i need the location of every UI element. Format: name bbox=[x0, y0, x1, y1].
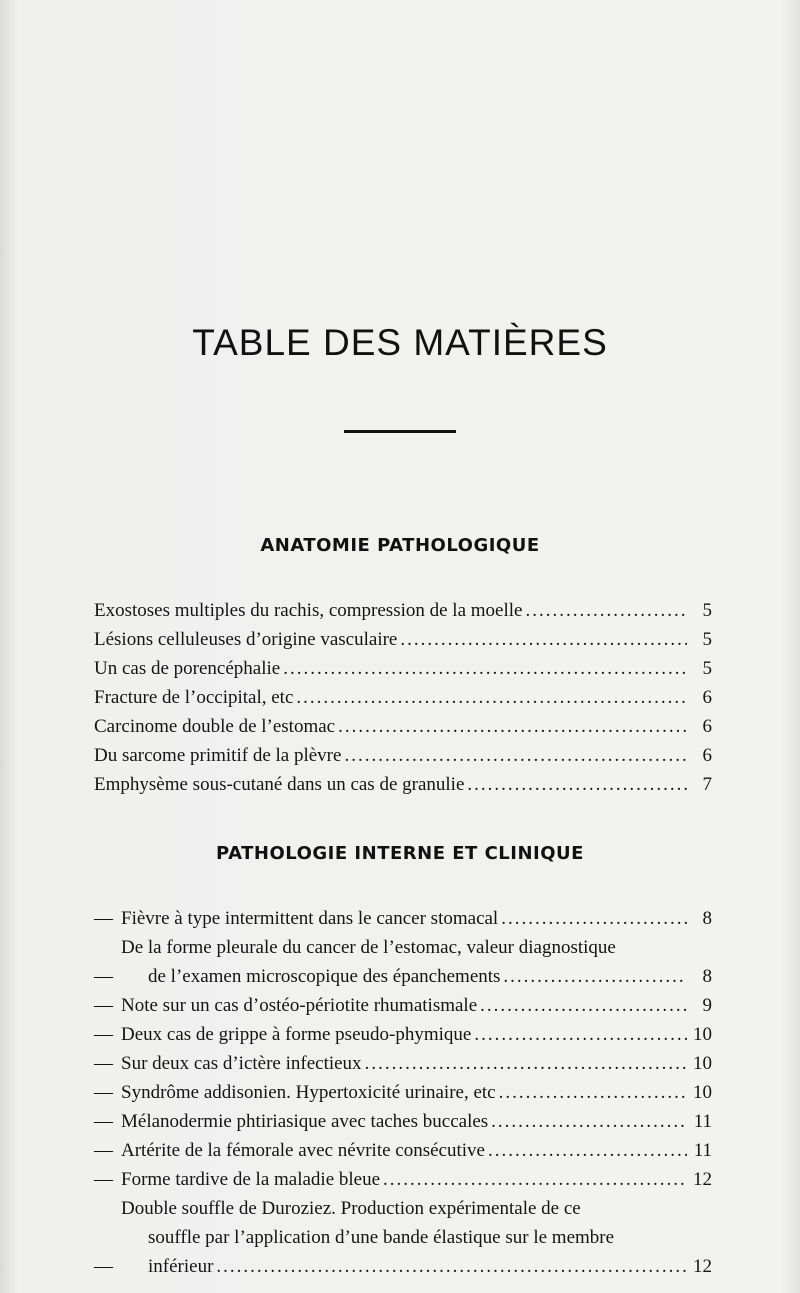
entry-title: Double souffle de Duroziez. Production expérimentale de ce bbox=[121, 1198, 581, 1219]
dot-leader bbox=[216, 1252, 687, 1281]
entry-title: souffle par l’application d’une bande élastique sur le membre bbox=[148, 1227, 615, 1248]
dot-leader bbox=[501, 904, 687, 933]
dot-leader bbox=[480, 991, 687, 1020]
entry-page-number: 11 bbox=[693, 1140, 712, 1161]
page-title: TABLE DES MATIÈRES bbox=[192, 322, 608, 363]
entry-title: Exostoses multiples du rachis, compression de la moelle bbox=[94, 600, 523, 621]
toc-entry bbox=[94, 654, 712, 683]
toc-entry bbox=[94, 991, 712, 1020]
title-rule bbox=[344, 430, 456, 433]
entry-title: de l’examen microscopique des épanchements bbox=[148, 966, 501, 987]
entry-page-number: 10 bbox=[693, 1053, 712, 1074]
dot-leader bbox=[488, 1136, 687, 1165]
toc-list-anatomie bbox=[94, 596, 712, 799]
dot-leader bbox=[474, 1020, 687, 1049]
dot-leader bbox=[525, 596, 687, 625]
dot-leader bbox=[491, 1107, 687, 1136]
entry-page-number: 5 bbox=[702, 600, 712, 621]
toc-entry bbox=[94, 904, 712, 933]
toc-entry bbox=[94, 1049, 712, 1078]
dot-leader bbox=[400, 625, 687, 654]
entry-title: Carcinome double de l’estomac bbox=[94, 716, 336, 737]
entry-title: Sur deux cas d’ictère infectieux bbox=[121, 1053, 362, 1074]
dot-leader bbox=[338, 712, 687, 741]
entry-page-number: 8 bbox=[702, 966, 712, 987]
toc-entry bbox=[94, 596, 712, 625]
entry-page-number: 5 bbox=[702, 629, 712, 650]
toc-entry bbox=[94, 1020, 712, 1049]
entry-title: Lésions celluleuses d’origine vasculaire bbox=[94, 629, 398, 650]
entry-title: Fracture de l’occipital, etc bbox=[94, 687, 294, 708]
entry-dash: — bbox=[94, 1053, 113, 1074]
entry-page-number: 10 bbox=[693, 1082, 712, 1103]
toc-entry bbox=[94, 1078, 712, 1107]
dot-leader bbox=[296, 683, 687, 712]
dot-leader bbox=[383, 1165, 687, 1194]
toc-entry bbox=[94, 741, 712, 770]
entry-page-number: 7 bbox=[702, 774, 712, 795]
entry-dash: — bbox=[94, 1140, 113, 1161]
entry-title: inférieur bbox=[148, 1256, 214, 1277]
entry-title: Du sarcome primitif de la plèvre bbox=[94, 745, 342, 766]
entry-title: De la forme pleurale du cancer de l’estomac, valeur diagnostique bbox=[121, 937, 616, 958]
toc-entry bbox=[94, 1194, 712, 1281]
toc-entry bbox=[94, 625, 712, 654]
entry-page-number: 11 bbox=[693, 1111, 712, 1132]
toc-entry bbox=[94, 712, 712, 741]
toc-entry bbox=[94, 933, 712, 991]
entry-dash: — bbox=[94, 1082, 113, 1103]
entry-page-number: 6 bbox=[702, 716, 712, 737]
dot-leader bbox=[503, 962, 687, 991]
toc-entry bbox=[94, 770, 712, 799]
entry-title: Deux cas de grippe à forme pseudo-phymique bbox=[121, 1024, 472, 1045]
dot-leader bbox=[365, 1049, 687, 1078]
dot-leader bbox=[467, 770, 687, 799]
toc-entry bbox=[94, 1136, 712, 1165]
entry-title: Fièvre à type intermittent dans le cancer stomacal bbox=[121, 908, 499, 929]
entry-page-number: 8 bbox=[702, 908, 712, 929]
entry-title: Note sur un cas d’ostéo-périotite rhumatismale bbox=[121, 995, 478, 1016]
entry-page-number: 12 bbox=[693, 1256, 712, 1277]
dot-leader bbox=[344, 741, 687, 770]
entry-page-number: 12 bbox=[693, 1169, 712, 1190]
entry-dash: — bbox=[94, 966, 113, 987]
entry-title: Mélanodermie phtiriasique avec taches buccales bbox=[121, 1111, 489, 1132]
entry-page-number: 6 bbox=[702, 745, 712, 766]
entry-page-number: 5 bbox=[702, 658, 712, 679]
entry-page-number: 10 bbox=[693, 1024, 712, 1045]
section-heading-pathologie: PATHOLOGIE INTERNE ET CLINIQUE bbox=[216, 843, 584, 864]
entry-title: Forme tardive de la maladie bleue bbox=[121, 1169, 381, 1190]
entry-title: Artérite de la fémorale avec névrite consécutive bbox=[121, 1140, 485, 1161]
entry-dash: — bbox=[94, 1111, 113, 1132]
entry-dash: — bbox=[94, 1169, 113, 1190]
toc-entry bbox=[94, 683, 712, 712]
dot-leader bbox=[499, 1078, 687, 1107]
entry-page-number: 6 bbox=[702, 687, 712, 708]
entry-title: Emphysème sous-cutané dans un cas de granulie bbox=[94, 774, 465, 795]
bleed-through-text bbox=[70, 85, 720, 114]
section-heading-anatomie: ANATOMIE PATHOLOGIQUE bbox=[260, 535, 540, 556]
entry-dash: — bbox=[94, 908, 113, 929]
entry-dash: — bbox=[94, 1024, 113, 1045]
toc-list-pathologie bbox=[94, 904, 712, 1281]
entry-dash: — bbox=[94, 995, 113, 1016]
dot-leader bbox=[283, 654, 687, 683]
toc-entry bbox=[94, 1165, 712, 1194]
entry-title: Un cas de porencéphalie bbox=[94, 658, 281, 679]
toc-entry bbox=[94, 1107, 712, 1136]
entry-dash: — bbox=[94, 1256, 113, 1277]
entry-title: Syndrôme addisonien. Hypertoxicité urinaire, etc bbox=[121, 1082, 496, 1103]
entry-page-number: 9 bbox=[702, 995, 712, 1016]
